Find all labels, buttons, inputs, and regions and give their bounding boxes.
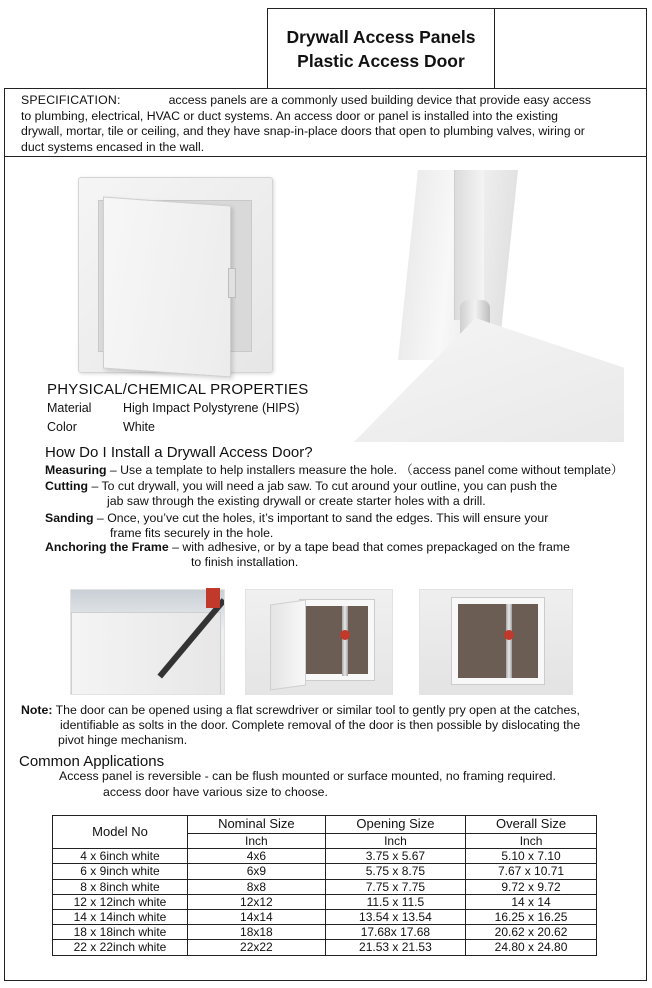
cutting-label: Cutting [45,479,89,493]
specification-label: SPECIFICATION: [21,93,121,107]
property-row-material [47,401,299,415]
wall-opening [300,600,374,680]
pipe [506,604,512,678]
cell-model: 12 x 12inch white [53,894,188,909]
cell-opening: 11.5 x 11.5 [325,894,465,909]
header-overall: Overall Size [466,816,597,834]
cell-overall: 7.67 x 10.71 [466,864,597,879]
swung-open-door [270,599,306,690]
cell-overall: 9.72 x 9.72 [466,879,597,894]
wall-opening [452,598,544,684]
property-row-color [47,420,155,434]
note-paragraph [21,703,580,719]
title-box [267,8,647,89]
cell-opening: 3.75 x 5.67 [325,849,465,864]
title-blank-cell [495,9,646,88]
table-row [53,879,597,894]
applications-heading: Common Applications [19,753,165,770]
title-line-2: Plastic Access Door [297,50,465,71]
valve-handle [504,630,514,640]
cell-overall: 5.10 x 7.10 [466,849,597,864]
cell-model: 22 x 22inch white [53,940,188,955]
cell-model: 6 x 9inch white [53,864,188,879]
sanding-text-continued: frame fits securely in the hole. [110,526,274,540]
cutting-text: – To cut drywall, you will need a jab saw. To cut around your outline, you can push the [88,479,558,493]
document-title [268,9,495,88]
install-cutting [45,479,557,495]
specification-line-3: drywall, mortar, tile or ceiling, and they have snap-in-place doors that open to plumbing valves, wiring or [21,124,585,139]
cutting-text-continued: jab saw through the existing drywall or create starter holes with a drill. [107,494,486,508]
note-line-3: pivot hinge mechanism. [58,733,188,747]
property-value: High Impact Polystyrene (HIPS) [123,401,300,415]
screwdriver-handle [206,588,220,608]
cell-overall: 14 x 14 [466,894,597,909]
cell-opening: 7.75 x 7.75 [325,879,465,894]
panel-latch [228,268,236,298]
cell-overall: 20.62 x 20.62 [466,925,597,940]
install-measuring [45,463,623,479]
cell-nominal: 14x14 [188,910,326,925]
cell-model: 8 x 8inch white [53,879,188,894]
access-panel-product-image [78,177,273,373]
table-row [53,849,597,864]
header-unit: Inch [466,834,597,849]
header-unit: Inch [325,834,465,849]
cell-opening: 17.68x 17.68 [325,925,465,940]
table-row [53,940,597,955]
cell-model: 18 x 18inch white [53,925,188,940]
cell-overall: 24.80 x 24.80 [466,940,597,955]
table-row [53,864,597,879]
note-line-2: identifiable as solts in the door. Complete removal of the door is then possible by dislocating the [60,718,581,732]
note-label: Note: [21,703,53,717]
property-key: Color [47,420,77,434]
cell-nominal: 18x18 [188,925,326,940]
table-row [53,894,597,909]
cell-overall: 16.25 x 16.25 [466,910,597,925]
valve-handle [340,630,350,640]
photo-screwdriver-prying [70,589,225,695]
photo-door-removed [419,589,573,695]
header-unit: Inch [188,834,326,849]
cell-nominal: 6x9 [188,864,326,879]
properties-heading: PHYSICAL/CHEMICAL PROPERTIES [47,381,309,398]
panel-door [103,197,231,378]
install-heading: How Do I Install a Drywall Access Door? [45,444,313,461]
specification-box [4,88,647,157]
table-row [53,925,597,940]
cell-nominal: 22x22 [188,940,326,955]
cell-model: 4 x 6inch white [53,849,188,864]
cell-model: 14 x 14inch white [53,910,188,925]
cell-nominal: 12x12 [188,894,326,909]
specification-line-1: access panels are a commonly used building device that provide easy access [168,93,592,107]
specification-line-2: to plumbing, electrical, HVAC or duct systems. An access door or panel is installed into the existing [21,108,558,123]
cell-opening: 21.53 x 21.53 [325,940,465,955]
header-nominal: Nominal Size [188,816,326,834]
photo-door-open [245,589,393,695]
pipe [342,606,348,676]
note-line-1: The door can be opened using a flat screwdriver or similar tool to gently pry open at the catches, [52,703,580,717]
header-opening: Opening Size [325,816,465,834]
sanding-label: Sanding [45,511,94,525]
hinge-strip [454,170,484,320]
measuring-label: Measuring [45,463,107,477]
cell-opening: 5.75 x 8.75 [325,864,465,879]
hinge-closeup-image [354,170,624,442]
install-sanding [45,511,548,527]
title-line-1: Drywall Access Panels [286,26,476,47]
cell-nominal: 4x6 [188,849,326,864]
applications-line-1: Access panel is reversible - can be flush mounted or surface mounted, no framing required. [59,769,556,783]
size-table [52,815,597,956]
property-value: White [123,420,155,434]
table-row [53,910,597,925]
anchoring-text: – with adhesive, or by a tape bead that comes prepackaged on the frame [168,540,570,554]
applications-line-2: access door have various size to choose. [103,785,328,799]
property-key: Material [47,401,92,415]
measuring-text: – Use a template to help installers measure the hole. （access panel come without template） [106,463,624,477]
cell-opening: 13.54 x 13.54 [325,910,465,925]
anchoring-text-continued: to finish installation. [191,555,299,569]
header-model: Model No [53,816,188,849]
specification-line-4: duct systems encased in the wall. [21,139,205,154]
sanding-text: – Once, you’ve cut the holes, it’s important to sand the edges. This will ensure your [93,511,549,525]
install-anchoring [45,540,570,556]
hinge-door-surface [354,318,624,442]
anchoring-label: Anchoring the Frame [45,540,169,554]
cell-nominal: 8x8 [188,879,326,894]
